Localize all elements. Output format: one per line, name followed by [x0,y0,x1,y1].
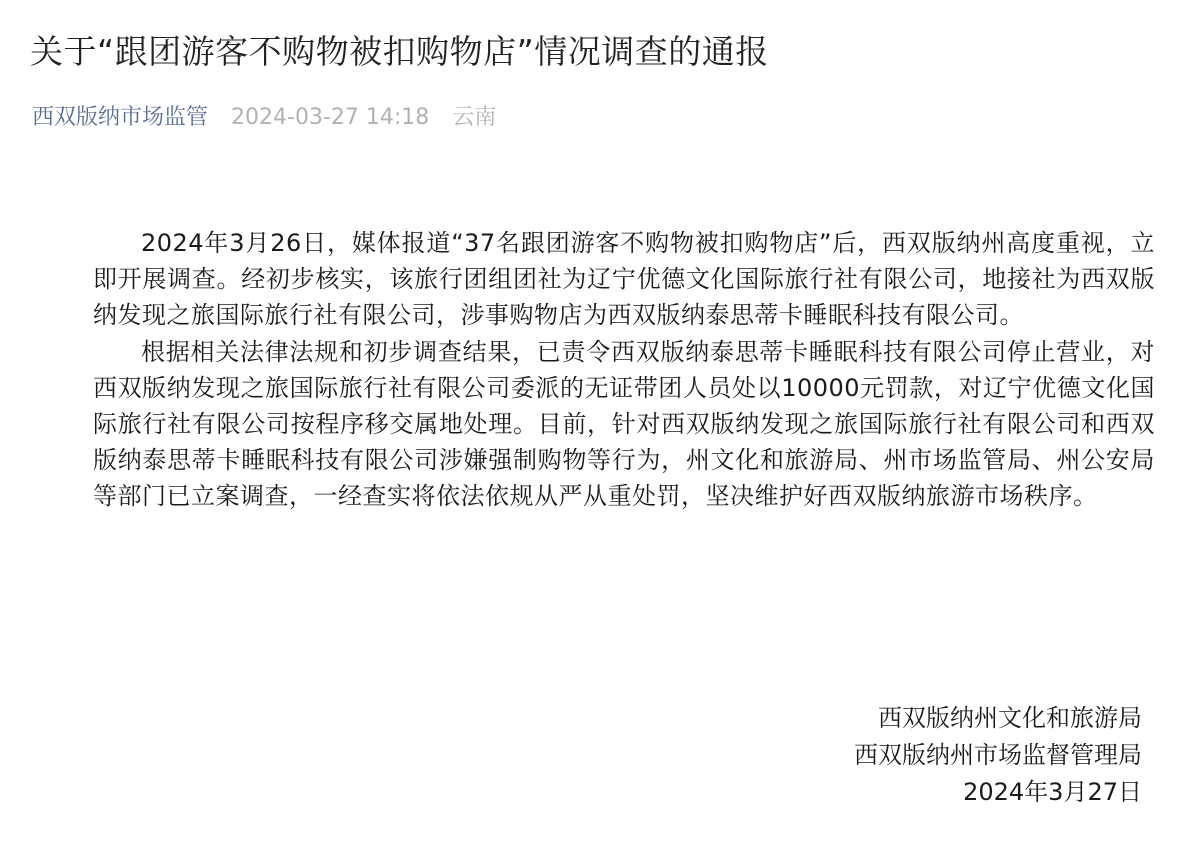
signoff-org-market-regulation: 西双版纳州市场监督管理局 [854,741,1142,769]
publish-location: 云南 [452,105,497,130]
body-paragraph: 2024年3月26日，媒体报道“37名跟团游客不购物被扣购物店”后，西双版纳州高度重视，立即开展调查。经初步核实，该旅行团组团社为辽宁优德文化国际旅行社有限公司，地接社为西双版纳发现之旅国际旅行社有限公司，涉事购物店为西双版纳泰思蒂卡睡眠科技有限公司。 [93,229,1155,330]
article-title: 关于“跟团游客不购物被扣购物店”情况调查的通报 [30,32,769,71]
account-name-link[interactable]: 西双版纳市场监管 [32,105,209,130]
publish-datetime: 2024-03-27 14:18 [231,105,430,130]
article-meta [32,100,512,136]
signoff-org-culture-tourism: 西双版纳州文化和旅游局 [878,704,1142,732]
article-body [93,225,1155,515]
body-paragraph: 根据相关法律法规和初步调查结果，已责令西双版纳泰思蒂卡睡眠科技有限公司停止营业，对西双版纳发现之旅国际旅行社有限公司委派的无证带团人员处以10000元罚款，对辽宁优德文化国际旅行社有限公司按程序移交属地处理。目前，针对西双版纳发现之旅国际旅行社有限公司和西双版纳泰思蒂卡睡眠科技有限公司涉嫌强制购物等行为，州文化和旅游局、州市场监管局、州公安局等部门已立案调查，一经查实将依法依规从严从重处罚，坚决维护好西双版纳旅游市场秩序。 [93,337,1155,511]
signoff [854,700,1142,811]
signoff-date: 2024年3月27日 [963,778,1142,806]
